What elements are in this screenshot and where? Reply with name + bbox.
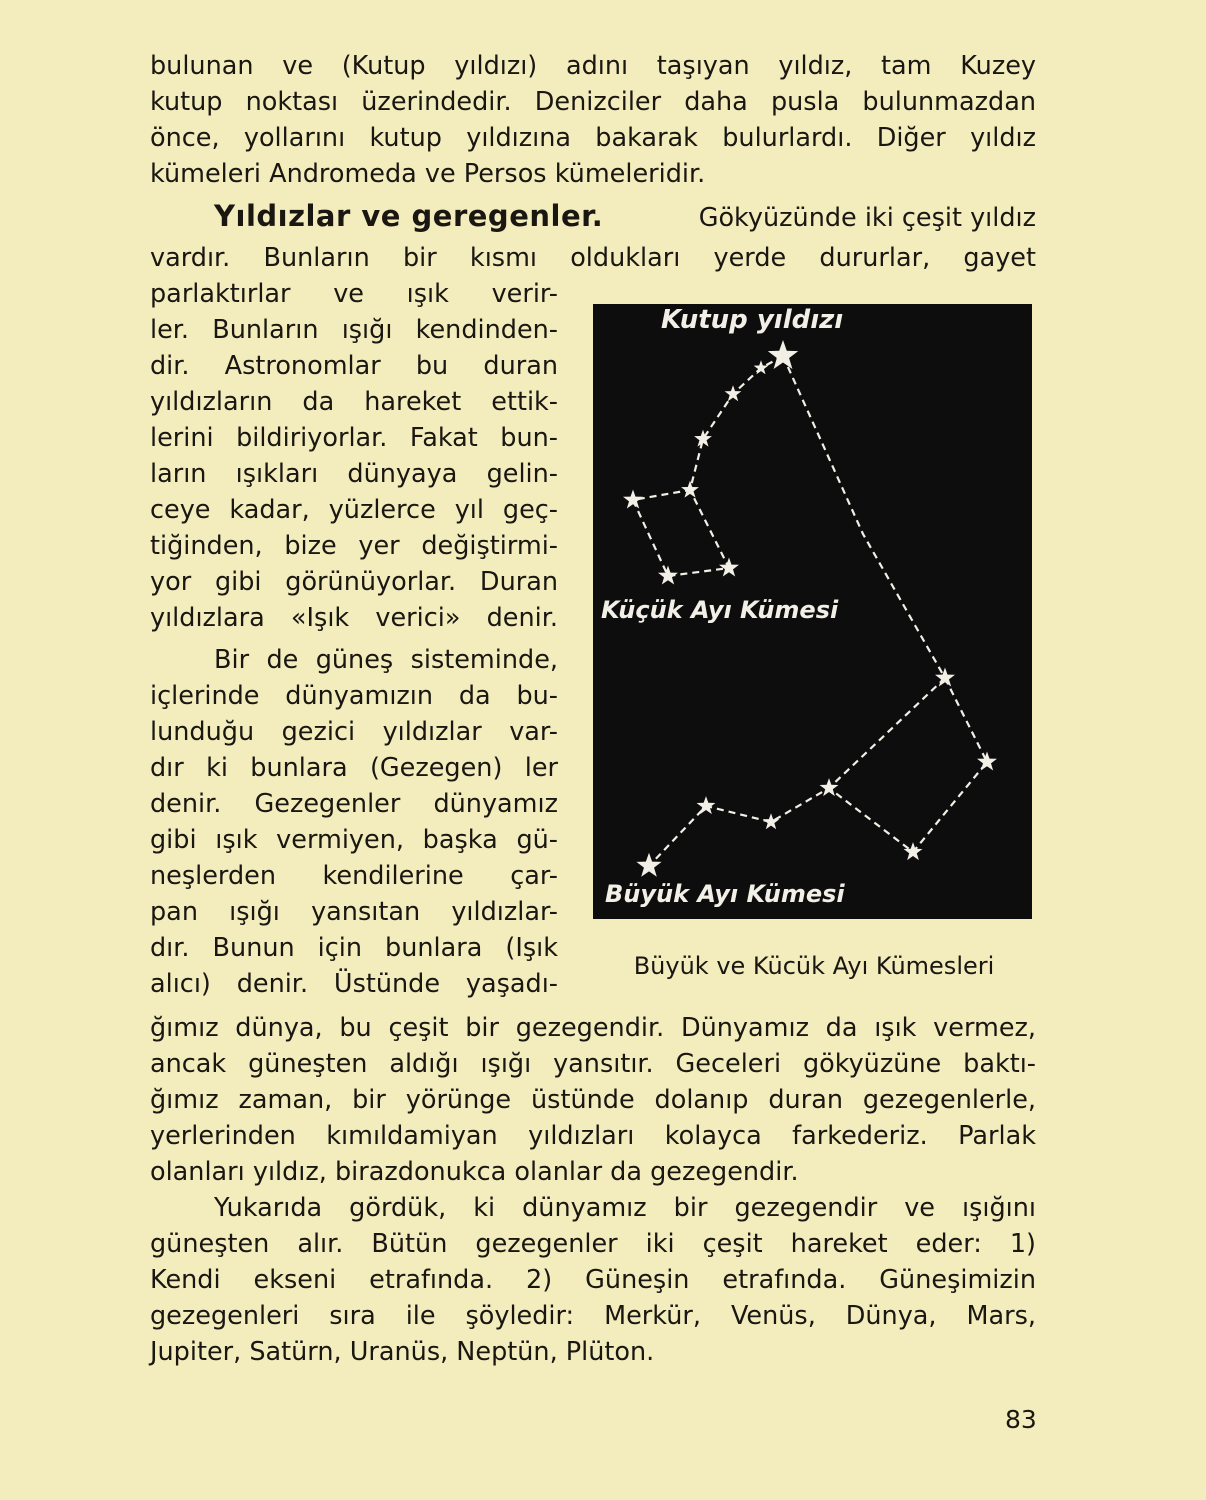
text-line: Yukarıda gördük, ki dünyamız bir gezegendir ve ışığını	[214, 1193, 1036, 1223]
heading-rest-text: Gökyüzünde iki çeşit yıldız	[698, 203, 1036, 233]
text-line: parlaktırlar ve ışık verir-	[150, 279, 558, 309]
star-icon	[719, 558, 739, 577]
text-line: lerini bildiriyorlar. Fakat bun-	[150, 423, 558, 453]
text-line: dir. Astronomlar bu duran	[150, 351, 558, 381]
section-heading-line	[214, 198, 1036, 236]
text-line: vardır. Bunların bir kısmı oldukları yerde dururlar, gayet	[150, 243, 1036, 273]
text-line: ceye kadar, yüzlerce yıl geç-	[150, 495, 558, 525]
star-icon	[694, 430, 712, 447]
text-line: yıldızlara «Işık verici» denir.	[150, 603, 558, 633]
polaris-star-icon	[768, 340, 798, 369]
text-line: gezegenleri sıra ile şöyledir: Merkür, Venüs, Dünya, Mars,	[150, 1301, 1036, 1331]
star-icon	[658, 566, 678, 585]
constellation-chart	[593, 304, 1032, 919]
star-icon	[935, 668, 955, 687]
figure-label-little-dipper: Küçük Ayı Kümesi	[601, 596, 839, 624]
figure-label-polaris: Kutup yıldızı	[661, 305, 844, 335]
text-line: yerlerinden kımıldamiyan yıldızları kolayca farkederiz. Parlak	[150, 1121, 1036, 1151]
text-line: gibi ışık vermiyen, başka gü-	[150, 825, 558, 855]
text-line: tiğinden, bize yer değiştirmi-	[150, 531, 558, 561]
text-line: dır. Bunun için bunlara (Işık	[150, 933, 558, 963]
star-icon	[977, 752, 997, 771]
star-icon	[623, 490, 643, 509]
text-line: alıcı) denir. Üstünde yaşadı-	[150, 969, 558, 999]
text-line: kümeleri Andromeda ve Persos kümeleridir.	[150, 159, 706, 189]
text-line: önce, yollarını kutup yıldızına bakarak bulurlardı. Diğer yıldız	[150, 123, 1036, 153]
constellation-figure	[593, 304, 1032, 919]
text-line: neşlerden kendilerine çar-	[150, 861, 558, 891]
text-line: lunduğu gezici yıldızlar var-	[150, 717, 558, 747]
text-line: güneşten alır. Bütün gezegenler iki çeşit hareket eder: 1)	[150, 1229, 1036, 1259]
star-icon	[904, 842, 923, 860]
text-line: ların ışıkları dünyaya gelin-	[150, 459, 558, 489]
text-line: bulunan ve (Kutup yıldızı) adını taşıyan yıldız, tam Kuzey	[150, 51, 1036, 81]
text-line: yor gibi görünüyorlar. Duran	[150, 567, 558, 597]
text-line: ancak güneşten aldığı ışığı yansıtır. Geceleri gökyüzüne baktı-	[150, 1049, 1036, 1079]
text-line: Kendi ekseni etrafında. 2) Güneşin etrafında. Güneşimizin	[150, 1265, 1036, 1295]
text-line: ler. Bunların ışığı kendinden-	[150, 315, 558, 345]
figure-label-big-dipper: Büyük Ayı Kümesi	[605, 880, 845, 908]
text-line: Bir de güneş sisteminde,	[214, 645, 558, 675]
text-line: yıldızların da hareket ettik-	[150, 387, 558, 417]
text-line: olanları yıldız, birazdonukca olanlar da gezegendir.	[150, 1157, 799, 1187]
section-heading: Yıldızlar ve geregenler.	[214, 199, 604, 233]
page-number: 83	[1005, 1405, 1037, 1434]
text-line: ğımız dünya, bu çeşit bir gezegendir. Dünyamız da ışık vermez,	[150, 1013, 1036, 1043]
text-line: denir. Gezegenler dünyamız	[150, 789, 558, 819]
text-line: Jupiter, Satürn, Uranüs, Neptün, Plüton.	[150, 1337, 655, 1367]
star-icon	[681, 481, 699, 498]
text-line: kutup noktası üzerindedir. Denizciler daha pusla bulunmazdan	[150, 87, 1036, 117]
figure-caption: Büyük ve Kücük Ayı Kümesleri	[633, 952, 995, 980]
text-line: ğımız zaman, bir yörünge üstünde dolanıp duran gezegenlerle,	[150, 1085, 1036, 1115]
text-line: dır ki bunlara (Gezegen) ler	[150, 753, 558, 783]
star-icon	[754, 360, 769, 374]
text-line: pan ışığı yansıtan yıldızlar-	[150, 897, 558, 927]
text-line: içlerinde dünyamızın da bu-	[150, 681, 558, 711]
